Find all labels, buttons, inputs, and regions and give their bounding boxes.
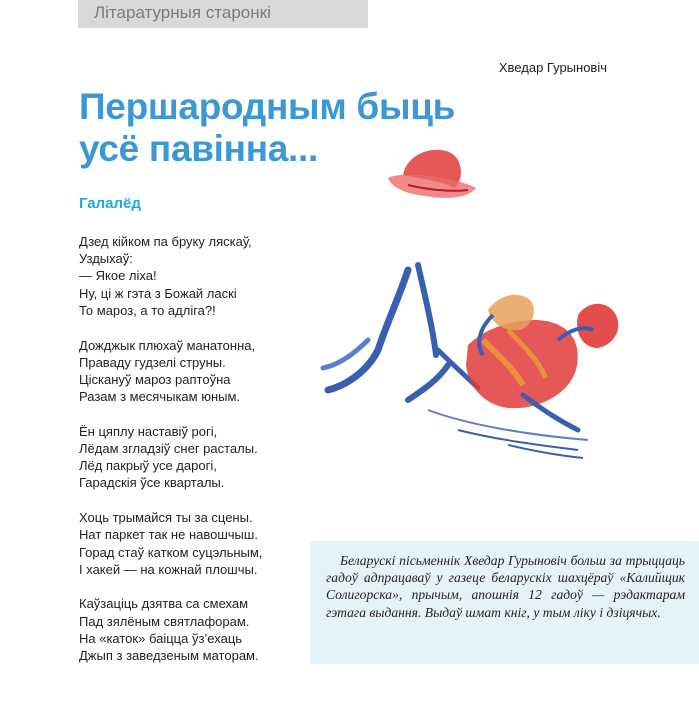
section-header-label: Літаратурныя старонкі (94, 3, 271, 22)
author-bio-box (310, 541, 699, 664)
poem-line: Ну, ці ж гэта з Божай ласкі (79, 285, 237, 301)
poem-line: Дожджык плюхаў манатонна, (79, 337, 256, 353)
poem-line: Гарадскія ўсе кварталы. (79, 475, 225, 491)
author-bio-text: Беларускі пісьменнік Хведар Гурыновіч больш за трыццаць гадоў адпрацаваў у газеце беларускіх шахцёраў «Калийщик Солигорска», прычым, апошнія 12 гадоў — рэдактарам гэтага выдання. Выдаў шмат кніг, у тым ліку і дзіцячых. (326, 553, 685, 620)
poem-line: Праваду гудзелі струны. (79, 354, 226, 370)
poem-line: Каўзаціць дзятва са смехам (79, 596, 249, 612)
flying-hat (388, 150, 476, 198)
poem-line: Джып з заведзеным маторам. (79, 648, 259, 664)
author-name: Хведар Гурыновіч (498, 60, 607, 75)
poem-line: Нат паркет так не навошчыш. (79, 527, 258, 543)
poem-line: Уздыхаў: (79, 251, 133, 267)
poem-line: Пад зялёным святлафорам. (79, 613, 250, 629)
poem-body (79, 233, 309, 682)
poem-line: Разам з месячыкам юным. (79, 389, 241, 405)
poem-line: Хоць трымайся ты за сцены. (79, 510, 253, 526)
poem-line: Ён цяплу наставіў рогі, (79, 423, 218, 439)
poem-line: Лёд пакрыў усе дарогі, (79, 458, 217, 474)
poem-line: Ціскануў мароз раптоўна (79, 371, 231, 387)
poem-stanza (79, 233, 309, 319)
poem-line: То мароз, а то адліга?! (79, 302, 216, 318)
poem-line: Горад стаў катком суцэльным, (79, 544, 263, 560)
poem-title: Галалёд (79, 195, 141, 212)
title-line-2: усё павінна... (79, 128, 318, 169)
poem-line: І хакей — на кожнай плошчы. (79, 561, 258, 577)
poem-line: На «каток» баіцца ўз’ехаць (79, 630, 243, 646)
man-figure (323, 265, 618, 458)
poem-line: — Якое ліха! (79, 268, 157, 284)
title-line-1: Першародным быць (79, 86, 456, 127)
poem-line: Дзед кійком па бруку ляскаў, (79, 234, 252, 249)
illustration-slipping-man (308, 140, 638, 490)
poem-stanza (79, 337, 309, 406)
poem-stanza (79, 595, 309, 664)
poem-line: Лёдам згладзіў снег расталы. (79, 441, 258, 457)
poem-stanza (79, 509, 309, 578)
poem-stanza (79, 423, 309, 492)
section-header-tab (78, 0, 368, 28)
